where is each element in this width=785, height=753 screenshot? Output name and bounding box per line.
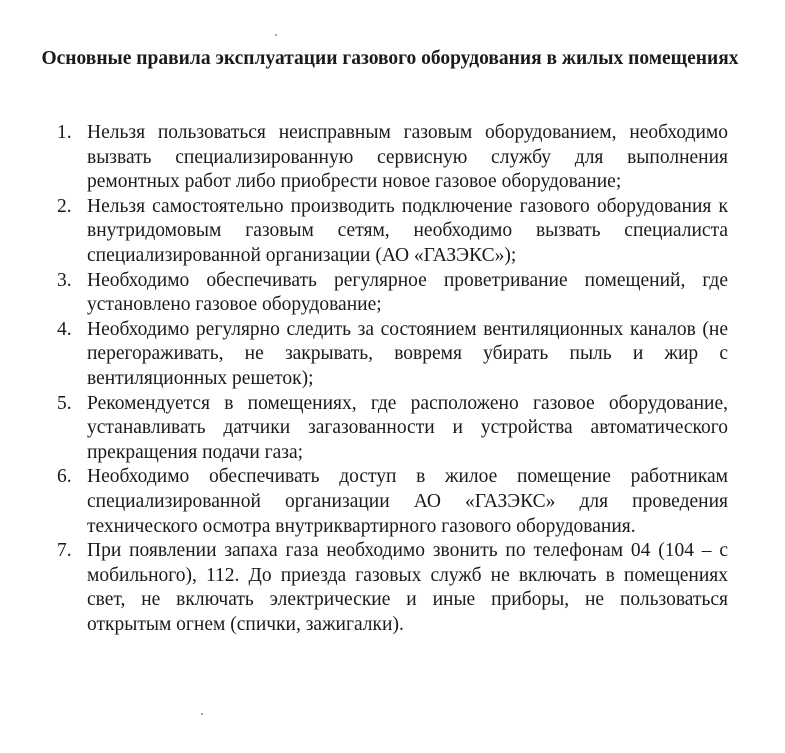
rule-item — [52, 269, 728, 318]
rule-item — [52, 465, 728, 539]
rule-number: 2. — [57, 195, 72, 217]
rule-number: 5. — [57, 392, 72, 414]
rule-number: 6. — [57, 466, 72, 488]
scan-speck — [201, 713, 203, 715]
rule-item — [52, 318, 728, 392]
scan-speck — [275, 34, 277, 36]
rule-item — [52, 539, 728, 637]
rules-list — [52, 121, 728, 637]
rule-item — [52, 392, 728, 466]
rule-text: Необходимо обеспечивать регулярное проветривание помещений, где установлено газовое оборудование; — [87, 269, 728, 316]
rule-number: 4. — [57, 318, 72, 340]
rule-number: 7. — [57, 540, 72, 562]
document-title: Основные правила эксплуатации газового оборудования в жилых помещениях — [41, 48, 739, 69]
rule-number: 1. — [57, 122, 72, 143]
rule-number: 3. — [57, 269, 72, 291]
rule-text: Нельзя пользоваться неисправным газовым оборудованием, необходимо вызвать специализированную сервисную службу для выполнения ремонтных работ либо приобрести новое газовое оборудование; — [87, 122, 728, 193]
rule-item — [52, 121, 728, 195]
rule-text: Необходимо обеспечивать доступ в жилое помещение работникам специализированной организации АО «ГАЗЭКС» для проведения технического осмотра внутриквартирного газового оборудования. — [87, 466, 728, 537]
rule-item — [52, 195, 728, 269]
rule-text: Нельзя самостоятельно производить подключение газового оборудования к внутридомовым газовым сетям, необходимо вызвать специалиста специализированной организации (АО «ГАЗЭКС»); — [87, 195, 728, 266]
rule-text: Рекомендуется в помещениях, где расположено газовое оборудование, устанавливать датчики загазованности и устройства автоматического прекращения подачи газа; — [87, 392, 728, 463]
rule-text: Необходимо регулярно следить за состоянием вентиляционных каналов (не перегораживать, не закрывать, вовремя убирать пыль и жир с вентиляционных решеток); — [87, 318, 728, 389]
rule-text: При появлении запаха газа необходимо звонить по телефонам 04 (104 – с мобильного), 112. До приезда газовых служб не включать в помещениях свет, не включать электрические и иные приборы, не пользоваться открытым огнем (спички, зажигалки). — [87, 540, 728, 635]
